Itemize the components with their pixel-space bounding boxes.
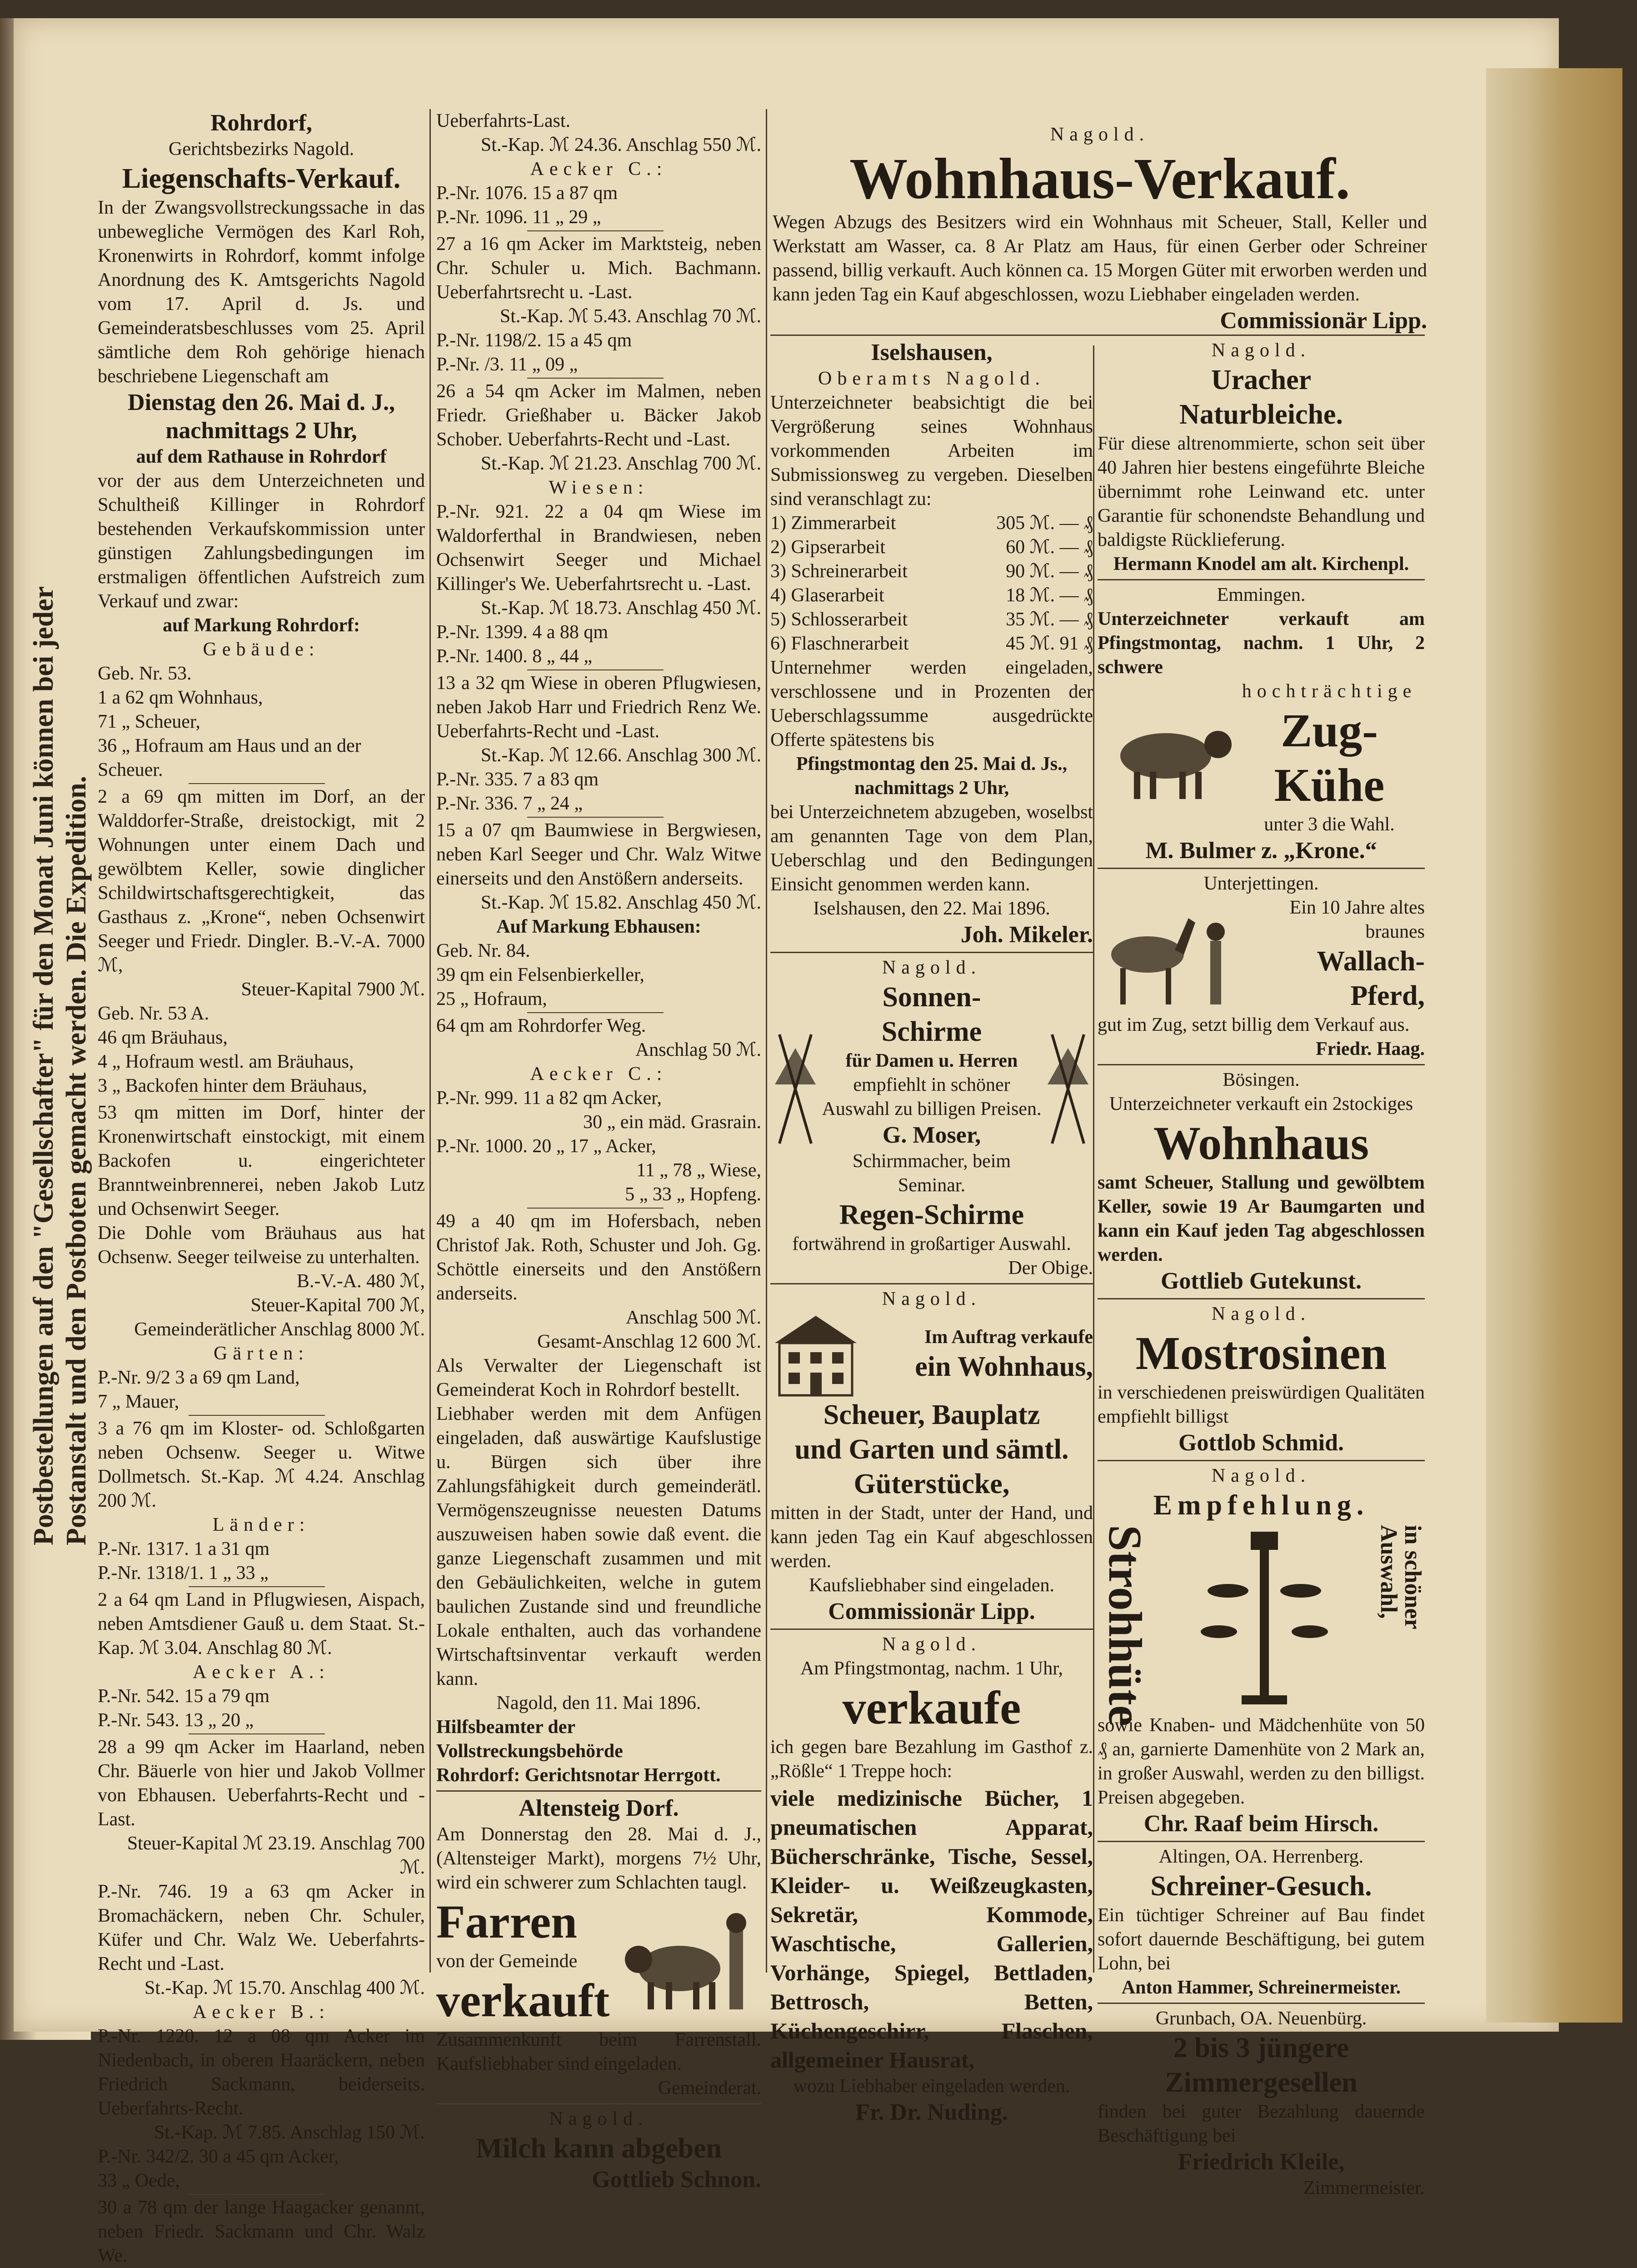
work-item — [770, 608, 1093, 632]
sum-rule — [189, 1586, 325, 1587]
entry: St.-Kap. ℳ 21.23. Anschlag 700 ℳ. — [480, 453, 761, 474]
section-heading: Aecker C.: — [530, 159, 668, 180]
ad-separator — [1098, 579, 1425, 580]
column-3 — [770, 339, 1093, 2127]
sum-rule — [189, 1415, 325, 1416]
sum-rule — [527, 1012, 664, 1013]
work-price: 305 ℳ. — ₰ — [996, 513, 1093, 534]
ad-text: finden bei guter Bezahlung dauernde Beschäftigung bei — [1098, 2101, 1425, 2146]
ad-text: Unterzeichneter beabsichtigt die bei Vergrößerung seines Wohnhaus vorkommenden Arbeiten im Submissionsweg zu vergeben. Dieselben sind veranschlagt zu: — [770, 392, 1093, 510]
section-heading: Aecker B.: — [193, 2002, 330, 2023]
signature: G. Moser, — [882, 1122, 981, 1148]
ad-subtitle: Gerichtsbezirks Nagold. — [168, 139, 354, 160]
ad-place: Iselshausen, — [871, 340, 993, 365]
ad-headline: Uracher — [1211, 365, 1312, 395]
ad-text: Unternehmer werden eingeladen, verschlossene und in Prozenten der Ueberschlagssumme ausgedrückte Offerte spätestens bis — [770, 657, 1093, 750]
entry: P.-Nr. 342/2. 30 a 45 qm Acker, — [98, 2146, 339, 2167]
entry: Geb. Nr. 84. — [436, 940, 530, 961]
entry: St.-Kap. ℳ 12.66. Anschlag 300 ℳ. — [480, 745, 761, 766]
ad-headline: Milch kann abgeben — [476, 2133, 722, 2164]
bull-illustration — [625, 1909, 761, 2014]
signature: Gottlieb Schnon. — [592, 2167, 761, 2193]
column-2 — [436, 109, 761, 2194]
ad-text: Am Pfingstmontag, nachm. 1 Uhr, — [800, 1658, 1063, 1679]
entry: 33 „ Oede, — [98, 2170, 180, 2191]
section-heading: auf Markung Rohrdorf: — [162, 615, 360, 636]
ad-text: Schirmmacher, beim Seminar. — [852, 1151, 1011, 1196]
entry: 30 „ ein mäd. Grasrain. — [583, 1112, 761, 1133]
ad-headline: Scheuer, Bauplatz — [823, 1399, 1040, 1430]
entry: Ueberfahrts-Last. — [436, 110, 571, 131]
ad-title: Wohnhaus-Verkauf. — [849, 146, 1350, 211]
sum-rule — [527, 669, 664, 670]
ad-headline: Güterstücke, — [853, 1469, 1010, 1499]
ad-headline: Empfehlung. — [1153, 1490, 1369, 1521]
entry: Anschlag 50 ℳ. — [635, 1039, 761, 1060]
signature: Anton Hammer, Schreinermeister. — [1121, 1977, 1401, 1998]
ad-text: gut im Zug, setzt billig dem Verkauf aus. — [1098, 1014, 1410, 1035]
work-item — [770, 584, 1093, 608]
item-list: viele medizinische Bücher, 1 pneumatischen Apparat, Bücherschränke, Tische, Sessel, Kleider- u. Weißzeugkasten, Sekretär, Kommode, Waschtische, Gallerien, Vorhänge, Spiegel, Bettladen, Bettrosch, Betten, Küchengeschirr, Flaschen, allgemeiner Hausrat, — [770, 1785, 1093, 2073]
entry: Als Verwalter der Liegenschaft ist Gemeinderat Koch in Rohrdorf bestellt. — [436, 1355, 761, 1400]
entry: P.-Nr. 1198/2. 15 a 45 qm — [436, 330, 632, 351]
section-heading: Gebäude: — [203, 639, 320, 660]
section-heading: Länder: — [212, 1514, 310, 1535]
entry: St.-Kap. ℳ 15.82. Anschlag 450 ℳ. — [480, 892, 761, 913]
ad-text: samt Scheuer, Stallung und gewölbtem Keller, sowie 19 Ar Baumgarten und kann ein Kauf jeden Tag abgeschlossen werden. — [1098, 1172, 1425, 1265]
entry: 13 a 32 qm Wiese in oberen Pflugwiesen, neben Jakob Harr und Friedrich Renz We. Ueberfahrts-Recht und -Last. — [436, 673, 761, 742]
house-sale-ad — [773, 123, 1427, 335]
sum-rule — [527, 378, 664, 379]
section-heading: Auf Markung Ebhausen: — [496, 916, 701, 937]
horse-illustration — [1098, 900, 1234, 1009]
signature: Fr. Dr. Nuding. — [855, 2099, 1008, 2125]
work-item — [770, 535, 1093, 560]
ad-separator — [1098, 1298, 1425, 1299]
section-heading: Aecker C.: — [530, 1064, 668, 1084]
entry: P.-Nr. 746. 19 a 63 qm Acker in Bromachäckern, neben Chr. Schuler, Küfer und Chr. Walz We. Ueberfahrts-Recht und -Last. — [98, 1881, 425, 1974]
signature: Zimmermeister. — [1303, 2178, 1425, 2198]
ad-text: empfiehlt in schöner Auswahl zu billigen Preisen. — [822, 1074, 1042, 1119]
ad-place: Rohrdorf, — [210, 110, 312, 136]
ad-headline: Mostrosinen — [1135, 1327, 1387, 1379]
ad-text: Kaufsliebhaber sind eingeladen. — [809, 1575, 1054, 1596]
signature: Hermann Knodel am alt. Kirchenpl. — [1113, 554, 1409, 574]
work-price: 35 ℳ. — ₰ — [1006, 609, 1093, 630]
entry: 11 „ 78 „ Wiese, — [636, 1160, 761, 1181]
ad-text: Ein tüchtiger Schreiner auf Bau findet sofort dauernde Beschäftigung, bei gutem Lohn, bei — [1098, 1905, 1425, 1974]
entry: 7 „ Mauer, — [98, 1391, 180, 1412]
entry: Die Dohle vom Bräuhaus aus hat Ochsenw. Seeger teilweise zu unterhalten. — [98, 1223, 425, 1268]
signature: Der Obige. — [1008, 1258, 1093, 1279]
ad-headline: Wohnhaus — [1153, 1117, 1369, 1169]
ad-text: Iselshausen, den 22. Mai 1896. — [813, 898, 1050, 919]
ad-text: Am Donnerstag den 28. Mai d. J., (Altensteiger Markt), morgens 7½ Uhr, wird ein schwerer zum Schlachten taugl. — [436, 1824, 761, 1893]
ad-separator — [770, 952, 1093, 953]
entry: P.-Nr. 921. 22 a 04 qm Wiese im Waldorferthal in Brandwiesen, neben Ochsenwirt Seeger und Michael Killinger's We. Ueberfahrtsrecht u. -Last. — [436, 501, 761, 594]
work-name: 3) Schreinerarbeit — [770, 561, 908, 582]
entry: P.-Nr. 1317. 1 a 31 qm — [98, 1539, 270, 1559]
entry: B.-V.-A. 480 ℳ, — [296, 1271, 425, 1292]
entry: P.-Nr. 336. 7 „ 24 „ — [436, 793, 583, 814]
ad-headline: ein Wohnhaus, — [915, 1351, 1093, 1382]
ad-text: Ein 10 Jahre altes braunes — [1289, 897, 1425, 942]
entry: Geb. Nr. 53 A. — [98, 1003, 209, 1024]
ad-headline: und Garten und sämtl. — [794, 1434, 1069, 1465]
ad-text: Unterzeichneter verkauft am Pfingstmontag, nachm. 1 Uhr, 2 schwere — [1098, 609, 1425, 678]
ad-subheadline: in schöner Auswahl, — [1376, 1525, 1426, 1629]
ad-place: Emmingen. — [1217, 584, 1306, 605]
work-name: 5) Schlosserarbeit — [770, 609, 908, 630]
ad-headline: Zimmergesellen — [1165, 2067, 1358, 2098]
entry: 36 „ Hofraum am Haus und an der Scheuer. — [98, 735, 361, 780]
entry: Steuer-Kapital 700 ℳ, — [250, 1295, 425, 1316]
section-heading: Gärten: — [214, 1343, 309, 1364]
ad-separator — [770, 1629, 1093, 1630]
column-rule — [1093, 345, 1094, 1973]
entry: St.-Kap. ℳ 18.73. Anschlag 450 ℳ. — [480, 598, 761, 619]
side-notice: Postbestellungen auf den "Gesellschafter" für den Monat Juni können bei jeder Postanstalt und den Postboten gemacht werden. Die Expedition. — [28, 586, 92, 1545]
ad-headline: Regen-Schirme — [839, 1199, 1024, 1230]
sum-rule — [189, 2194, 325, 2195]
column-rule — [766, 109, 767, 1973]
ad-place: Nagold. — [882, 1289, 982, 1309]
entry: 71 „ Scheuer, — [98, 711, 200, 732]
entry: P.-Nr. 1096. 11 „ 29 „ — [436, 207, 601, 228]
ad-separator — [436, 2103, 761, 2104]
ad-headline: Schreiner-Gesuch. — [1150, 1871, 1372, 1902]
entry: 64 qm am Rohrdorfer Weg. — [436, 1015, 646, 1036]
signature: Commissionär Lipp. — [1220, 308, 1427, 334]
ad-headline: verkaufe — [842, 1682, 1021, 1734]
ad-separator — [770, 1283, 1093, 1284]
sum-rule — [527, 230, 664, 231]
signature: Rohrdorf: Gerichtsnotar Herrgott. — [436, 1765, 721, 1786]
ad-text: ich gegen bare Bezahlung im Gasthof z. „Rößle“ 1 Treppe hoch: — [770, 1737, 1093, 1782]
ad-text: von der Gemeinde — [436, 1951, 578, 1972]
sum-rule — [527, 1208, 664, 1209]
work-price: 90 ℳ. — ₰ — [1006, 561, 1093, 582]
entry: 25 „ Hofraum, — [436, 989, 547, 1009]
ad-headline: verkauft — [436, 1974, 610, 2027]
ad-text: Für diese altrenommierte, schon seit über 40 Jahren hier bestens eingeführte Bleiche übernimmt rohe Leinwand etc. unter Garantie für schonendste Behandlung und baldigste Rücklieferung. — [1098, 433, 1425, 550]
entry: 2 a 64 qm Land in Pflugwiesen, Aispach, neben Amtsdiener Gauß u. dem Staat. St.-Kap. ℳ 3.04. Anschlag 80 ℳ. — [98, 1589, 425, 1659]
signature: Commissionär Lipp. — [828, 1599, 1035, 1624]
ad-location: auf dem Rathause in Rohrdorf — [136, 446, 387, 467]
ad-text: vor der aus dem Unterzeichneten und Schultheiß Killinger in Rohrdorf bestehenden Verkaufskommission unter günstigen Zahlungsbedingungen im erstmaligen öffentlichen Aufstreich zum Verkauf und zwar: — [98, 470, 425, 612]
ad-place: Altensteig Dorf. — [519, 1795, 679, 1821]
entry: Anschlag 500 ℳ. — [625, 1307, 761, 1328]
entry: 46 qm Bräuhaus, — [98, 1027, 228, 1048]
ad-headline: Strohhüte — [1099, 1525, 1151, 1727]
entry: 3 „ Backofen hinter dem Bräuhaus, — [98, 1075, 367, 1096]
work-name: 2) Gipserarbeit — [770, 537, 886, 558]
book-edge — [1486, 68, 1622, 2023]
ad-place: Nagold. — [882, 957, 982, 978]
entry: Geb. Nr. 53. — [98, 663, 192, 684]
entry: P.-Nr. /3. 11 „ 09 „ — [436, 354, 578, 375]
ad-text: mitten in der Stadt, unter der Hand, und kann jeden Tag ein Kauf abgeschlossen werden. — [770, 1503, 1093, 1572]
entry: 39 qm ein Felsenbierkeller, — [436, 964, 644, 985]
ad-headline: Farren — [436, 1896, 577, 1948]
entry: P.-Nr. 542. 15 a 79 qm — [98, 1686, 270, 1707]
sum-rule — [189, 1733, 325, 1734]
entry: P.-Nr. 1076. 15 a 87 qm — [436, 183, 618, 204]
ad-text: Wegen Abzugs des Besitzers wird ein Wohnhaus mit Scheuer, Stall, Keller und Werkstatt am Wasser, ca. 8 Ar Platz am Haus, für einen Gerber oder Schreiner passend, billig verkauft. Auch können ca. 15 Morgen Güter mit erworben werden und kann jeden Tag ein Kauf abgeschlossen, wozu Liebhaber eingeladen werden. — [773, 212, 1427, 305]
ad-headline: Wallach- — [1317, 946, 1425, 977]
entry: P.-Nr. 9/2 3 a 69 qm Land, — [98, 1367, 300, 1388]
ad-subheadline: hochträchtige — [1242, 681, 1417, 702]
entry: 49 a 40 qm im Hofersbach, neben Christof Jak. Roth, Schuster und Joh. Gg. Schöttle einerseits und den Anstößern anderseits. — [436, 1211, 761, 1304]
ad-separator — [1098, 868, 1425, 869]
entry: P.-Nr. 1318/1. 1 „ 33 „ — [98, 1563, 269, 1584]
entry: 30 a 78 qm der lange Haagacker genannt, neben Friedr. Sackmann und Chr. Walz We. — [98, 2197, 425, 2266]
entry: 1 a 62 qm Wohnhaus, — [98, 687, 263, 708]
entry: 28 a 99 qm Acker im Haarland, neben Chr. Bäuerle von hier und Jakob Vollmer von Ebhausen. Ueberfahrts-Recht und -Last. — [98, 1737, 425, 1830]
entry: 26 a 54 qm Acker im Malmen, neben Friedr. Grießhaber u. Bäcker Jakob Schober. Ueberfahrts-Recht und -Last. — [436, 381, 761, 450]
ad-separator — [1098, 2003, 1425, 2004]
entry: 3 a 76 qm im Kloster- od. Schloßgarten neben Ochsenw. Seeger u. Witwe Dollmetsch. St.-Kap. ℳ 4.24. Anschlag 200 ℳ. — [98, 1418, 425, 1511]
column-4 — [1098, 339, 1425, 2200]
entry: P.-Nr. 1220. 12 a 08 qm Acker im Niedenbach, in oberen Haaräckern, neben Friedrich Sackmann, beiderseits. Ueberfahrts-Recht. — [98, 2026, 425, 2119]
entry: 15 a 07 qm Baumwiese in Bergwiesen, neben Karl Seeger und Chr. Walz Witwe einerseits und den Anstößern anderseits. — [436, 820, 761, 889]
entry: P.-Nr. 1000. 20 „ 17 „ Acker, — [436, 1136, 656, 1157]
entry: P.-Nr. 335. 7 a 83 qm — [436, 769, 599, 790]
ad-text: bei Unterzeichnetem abzugeben, woselbst am genannten Tage von dem Plan, Ueberschlag und den Bedingungen Einsicht genommen werden kann. — [770, 802, 1093, 895]
ad-title: Liegenschafts-Verkauf. — [122, 163, 401, 194]
work-price: 45 ℳ. 91 ₰ — [1006, 633, 1093, 654]
entry: Gemeinderätlicher Anschlag 8000 ℳ. — [134, 1319, 425, 1340]
ad-text: In der Zwangsvollstreckungssache in das unbewegliche Vermögen des Karl Roh, Kronenwirts in Rohrdorf, kommt infolge Anordnung des K. Amtsgerichts Nagold vom 17. April d. Js. und Gemeinderatsbeschlusses vom 25. April sämtliche dem Roh gehörige hienach beschriebene Liegenschaft am — [98, 197, 425, 387]
entry: P.-Nr. 999. 11 a 82 qm Acker, — [436, 1088, 662, 1109]
signature: Chr. Raaf beim Hirsch. — [1143, 1811, 1379, 1837]
entry: Steuer-Kapital ℳ 23.19. Anschlag 700 ℳ. — [127, 1833, 425, 1878]
ad-subheadline: für Damen u. Herren — [845, 1050, 1018, 1071]
ad-place: Nagold. — [1211, 1304, 1311, 1324]
signature: Hilfsbeamter der Vollstreckungsbehörde — [436, 1717, 623, 1762]
ad-headline: Sonnen- — [882, 982, 981, 1013]
cow-illustration — [1098, 713, 1234, 804]
work-name: 1) Zimmerarbeit — [770, 513, 896, 534]
umbrella-icon — [770, 1030, 820, 1148]
ad-separator — [770, 335, 1425, 336]
hat-stand-illustration — [1201, 1527, 1328, 1709]
sum-rule — [189, 783, 325, 784]
ad-separator — [1098, 1460, 1425, 1461]
entry: St.-Kap. ℳ 24.36. Anschlag 550 ℳ. — [480, 135, 761, 155]
ad-headline: Schirme — [881, 1016, 982, 1047]
entry: 4 „ Hofraum westl. am Bräuhaus, — [98, 1051, 354, 1072]
ad-time: nachmittags 2 Uhr, — [165, 418, 357, 444]
ad-time: nachmittags 2 Uhr, — [854, 778, 1009, 799]
ad-text: Unterzeichneter verkauft ein 2stockiges — [1109, 1094, 1413, 1114]
section-heading: Wiesen: — [549, 477, 649, 498]
entry: P.-Nr. 543. 13 „ 20 „ — [98, 1710, 254, 1731]
signature: Gemeinderat. — [658, 2078, 761, 2098]
entry: St.-Kap. ℳ 7.85. Anschlag 150 ℳ. — [154, 2122, 425, 2143]
work-item — [770, 511, 1093, 535]
ad-place: Nagold. — [1211, 1465, 1311, 1486]
ad-text: wozu Liebhaber eingeladen werden. — [793, 2076, 1070, 2097]
ad-place: Nagold. — [1050, 124, 1150, 145]
entry: 5 „ 33 „ Hopfeng. — [625, 1184, 761, 1205]
entry: Steuer-Kapital 7900 ℳ. — [241, 979, 425, 1000]
ad-separator — [1098, 1841, 1425, 1842]
work-list — [770, 511, 1093, 656]
ad-place: Nagold. — [549, 2108, 649, 2129]
ad-date: Dienstag den 26. Mai d. J., — [128, 390, 395, 415]
entry: Gesamt-Anschlag 12 600 ℳ. — [537, 1331, 761, 1352]
house-illustration — [770, 1311, 861, 1398]
work-name: 4) Glaserarbeit — [770, 585, 884, 606]
column-rule — [429, 109, 431, 1973]
work-name: 6) Flaschnerarbeit — [770, 633, 909, 654]
entry: 2 a 69 qm mitten im Dorf, an der Walddorfer-Straße, dreistockigt, mit 2 Wohnungen unter einem Dach und gewölbtem Keller, sowie dinglicher Schildwirtschaftsgerechtigkeit, das Gasthaus z. „Krone“, neben Ochsenwirt Seeger und Friedr. Dingler. B.-V.-A. 7000 ℳ, — [98, 786, 425, 976]
entry: P.-Nr. 1399. 4 a 88 qm — [436, 622, 608, 643]
ad-headline: 2 bis 3 jüngere — [1173, 2033, 1349, 2063]
ad-place: Nagold. — [882, 1634, 982, 1655]
signature: M. Bulmer z. „Krone.“ — [1145, 838, 1377, 864]
sum-rule — [189, 1099, 325, 1100]
signature: Friedrich Kleile, — [1178, 2149, 1345, 2175]
signature: Gottlob Schmid. — [1178, 1430, 1344, 1456]
ad-subheadline: Im Auftrag verkaufe — [924, 1326, 1093, 1348]
work-item — [770, 560, 1093, 584]
entry: St.-Kap. ℳ 5.43. Anschlag 70 ℳ. — [499, 306, 761, 327]
ad-text: sowie Knaben- und Mädchenhüte von 50 ₰ an, garnierte Damenhüte von 2 Mark an, in großer Auswahl, werden zu den billigst. Preisen abgegeben. — [1098, 1715, 1425, 1808]
work-item — [770, 632, 1093, 656]
ad-place: Bösingen. — [1223, 1069, 1300, 1090]
ad-place: Unterjettingen. — [1203, 873, 1319, 894]
ad-text: Zusammenkunft beim Farrenstall. Kaufsliebhaber sind eingeladen. — [436, 2029, 761, 2074]
signature: Friedr. Haag. — [1316, 1039, 1425, 1059]
column-1 — [98, 109, 425, 2268]
work-price: 18 ℳ. — ₰ — [1006, 585, 1093, 606]
ad-headline: Zug-Kühe — [1274, 704, 1385, 811]
signature: Gottlieb Gutekunst. — [1160, 1268, 1362, 1294]
entry: 53 qm mitten im Dorf, hinter der Kronenwirtschaft einstockigt, mit einem Backofen u. eingerichteter Branntweinbrennerei, neben Jakob Lutz und Ochsenwirt Seeger. — [98, 1102, 425, 1219]
umbrella-icon — [1043, 1030, 1093, 1148]
entry: St.-Kap. ℳ 15.70. Anschlag 400 ℳ. — [144, 1978, 425, 1998]
ad-subtitle: Oberamts Nagold. — [818, 368, 1045, 389]
ad-text: fortwährend in großartiger Auswahl. — [792, 1234, 1071, 1254]
ad-date: Pfingstmontag den 25. Mai d. Js., — [796, 754, 1068, 774]
entry: Nagold, den 11. Mai 1896. — [496, 1693, 701, 1713]
ad-headline: Pferd, — [1350, 980, 1425, 1011]
ad-headline: Naturbleiche. — [1179, 399, 1343, 430]
signature: Joh. Mikeler. — [960, 922, 1093, 948]
ad-place: Nagold. — [1211, 340, 1311, 361]
entry: 27 a 16 qm Acker im Marktsteig, neben Chr. Schuler u. Mich. Bachmann. Ueberfahrtsrecht u. -Last. — [436, 234, 761, 303]
ad-text: unter 3 die Wahl. — [1264, 814, 1395, 835]
sum-rule — [527, 817, 664, 818]
entry: Liebhaber werden mit dem Anfügen eingeladen, daß auswärtige Kaufslustige u. Bürgen sich über ihre Zahlungsfähigkeit durch gemeinderätl. Vermögenszeugnisse neuesten Datums auszuweisen haben sowie daß event. die ganze Liegenschaft zusammen und mit den Gebäulichkeiten, welche in gutem baulichen Zustande sind und freundliche Lokale enthalten, auch das vorhandene Wirtschaftsinventar verkauft werden kann. — [436, 1404, 761, 1689]
ad-separator — [1098, 1064, 1425, 1065]
ad-separator — [436, 1790, 761, 1792]
work-price: 60 ℳ. — ₰ — [1006, 537, 1093, 558]
ad-place: Altingen, OA. Herrenberg. — [1158, 1846, 1364, 1867]
ad-place: Grunbach, OA. Neuenbürg. — [1155, 2008, 1367, 2029]
ad-text: in verschiedenen preiswürdigen Qualitäten empfiehlt billigst — [1098, 1382, 1425, 1427]
entry: P.-Nr. 1400. 8 „ 44 „ — [436, 646, 592, 667]
section-heading: Aecker A.: — [193, 1662, 330, 1683]
